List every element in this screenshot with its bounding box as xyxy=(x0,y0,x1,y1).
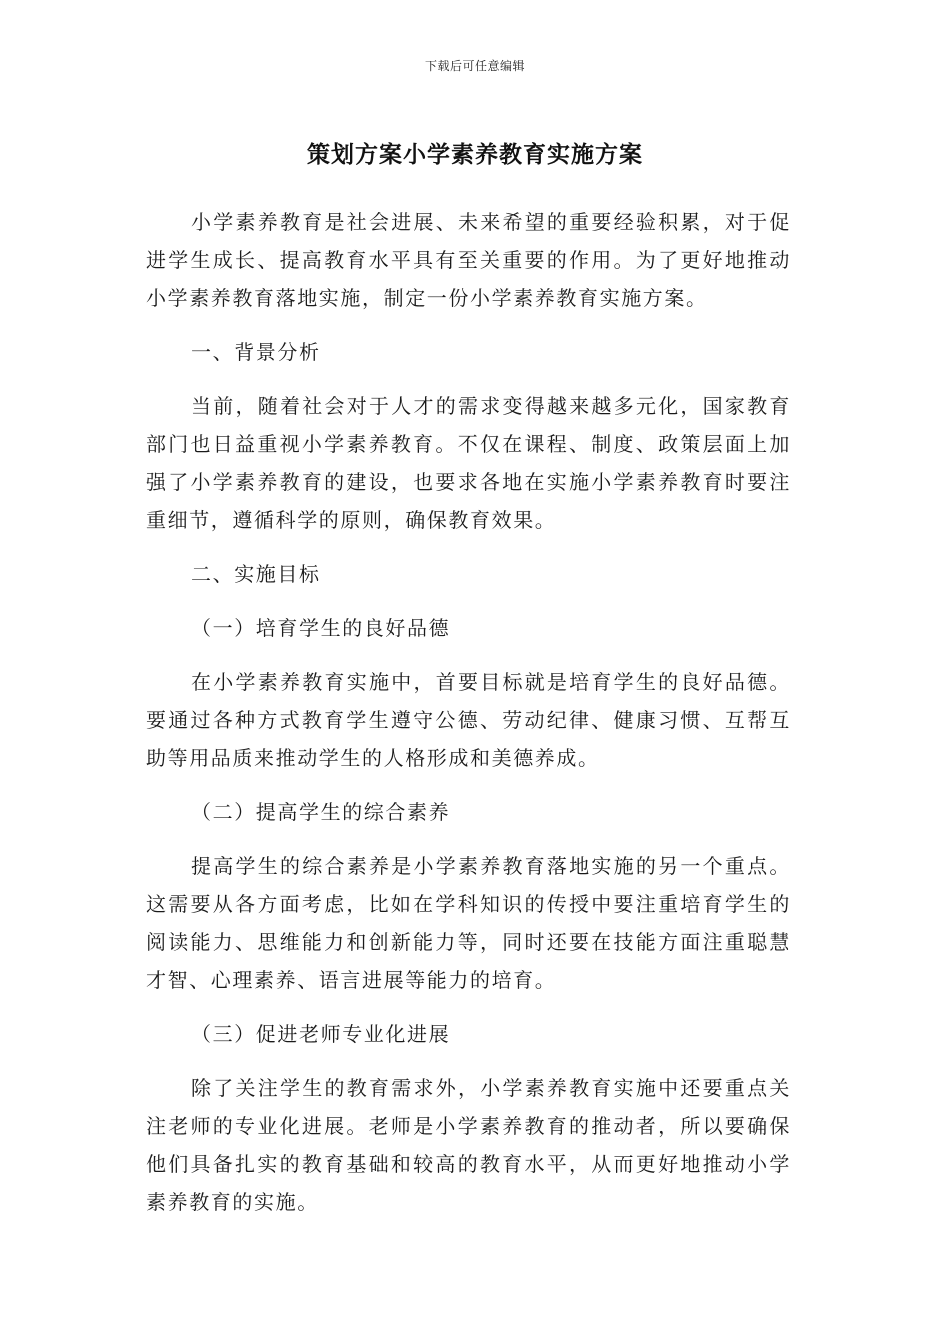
section-heading-background: 一、背景分析 xyxy=(191,340,321,364)
subheading-moral-character: （一）培育学生的良好品德 xyxy=(191,616,451,640)
comprehensive-quality-paragraph: 提高学生的综合素养是小学素养教育落地实施的另一个重点。这需要从各方面考虑，比如在学科知识的传授中要注重培育学生的阅读能力、思维能力和创新能力等，同时还要在技能方面注重聪慧才智、心理素养、语言进展等能力的培育。 xyxy=(146,854,791,992)
background-paragraph: 当前，随着社会对于人才的需求变得越来越多元化，国家教育部门也日益重视小学素养教育。不仅在课程、制度、政策层面上加强了小学素养教育的建设，也要求各地在实施小学素养教育时要注重细节，遵循科学的原则，确保教育效果。 xyxy=(146,394,791,532)
header-note: 下载后可任意编辑 xyxy=(424,59,525,73)
subheading-comprehensive-quality: （二）提高学生的综合素养 xyxy=(191,800,451,824)
document-body xyxy=(146,203,791,1237)
section-heading-goals: 二、实施目标 xyxy=(191,562,321,586)
moral-character-paragraph: 在小学素养教育实施中，首要目标就是培育学生的良好品德。要通过各种方式教育学生遵守公德、劳动纪律、健康习惯、互帮互助等用品质来推动学生的人格形成和美德养成。 xyxy=(146,670,791,770)
intro-paragraph: 小学素养教育是社会进展、未来希望的重要经验积累，对于促进学生成长、提高教育水平具有至关重要的作用。为了更好地推动小学素养教育落地实施，制定一份小学素养教育实施方案。 xyxy=(146,210,791,310)
subheading-teacher-development: （三）促进老师专业化进展 xyxy=(191,1022,451,1046)
teacher-development-paragraph: 除了关注学生的教育需求外，小学素养教育实施中还要重点关注老师的专业化进展。老师是小学素养教育的推动者，所以要确保他们具备扎实的教育基础和较高的教育水平，从而更好地推动小学素养教育的实施。 xyxy=(146,1076,791,1214)
document-title: 策划方案小学素养教育实施方案 xyxy=(307,142,643,168)
